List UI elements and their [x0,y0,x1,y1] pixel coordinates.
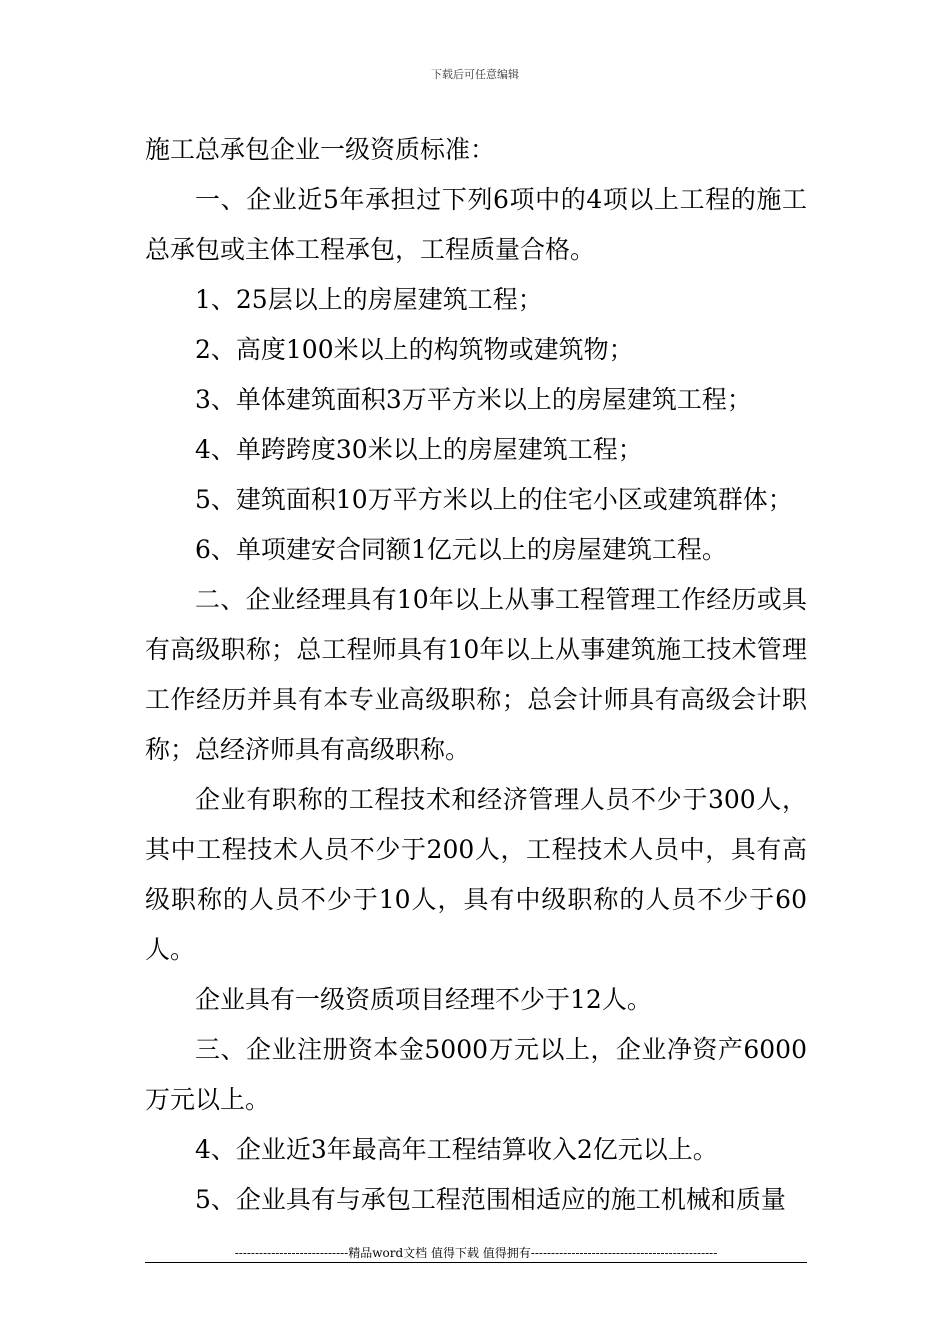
list-item-5: 5、建筑面积10万平方米以上的住宅小区或建筑群体； [195,485,793,514]
paragraph-section-two: 二、企业经理具有10年以上从事工程管理工作经历或具有高级职称；总工程师具有10年以上从事建筑施工技术管理工作经历并具有本专业高级职称；总会计师具有高级会计职称；总经济师具有高级职称。 [145,585,807,764]
paragraph-project-managers: 企业具有一级资质项目经理不少于12人。 [195,985,652,1014]
document-title: 施工总承包企业一级资质标准： [145,135,496,164]
paragraph-item-4: 4、企业近3年最高年工程结算收入2亿元以上。 [195,1135,718,1164]
list-item-6: 6、单项建安合同额1亿元以上的房屋建筑工程。 [195,535,727,564]
list-item-2: 2、高度100米以上的构筑物或建筑物； [195,335,634,364]
header-note: 下载后可任意编辑 [431,68,519,81]
paragraph-section-one: 一、企业近5年承担过下列6项中的4项以上工程的施工总承包或主体工程承包，工程质量合格。 [145,185,807,264]
paragraph-staff: 企业有职称的工程技术和经济管理人员不少于300人，其中工程技术人员不少于200人，工程技术人员中，具有高级职称的人员不少于10人，具有中级职称的人员不少于60人。 [145,785,807,964]
footer-divider [145,1262,807,1263]
paragraph-item-5: 5、企业具有与承包工程范围相适应的施工机械和质量 [195,1185,786,1214]
list-item-1: 1、25层以上的房屋建筑工程； [195,285,543,314]
document-body [145,125,807,1225]
list-item-3: 3、单体建筑面积3万平方米以上的房屋建筑工程； [195,385,752,414]
footer-note: ----------------------------精品word文档 值得下载 值得拥有---------------------------------------------- [234,1246,718,1260]
list-item-4: 4、单跨跨度30米以上的房屋建筑工程； [195,435,643,464]
paragraph-section-three: 三、企业注册资本金5000万元以上，企业净资产6000万元以上。 [145,1035,807,1114]
